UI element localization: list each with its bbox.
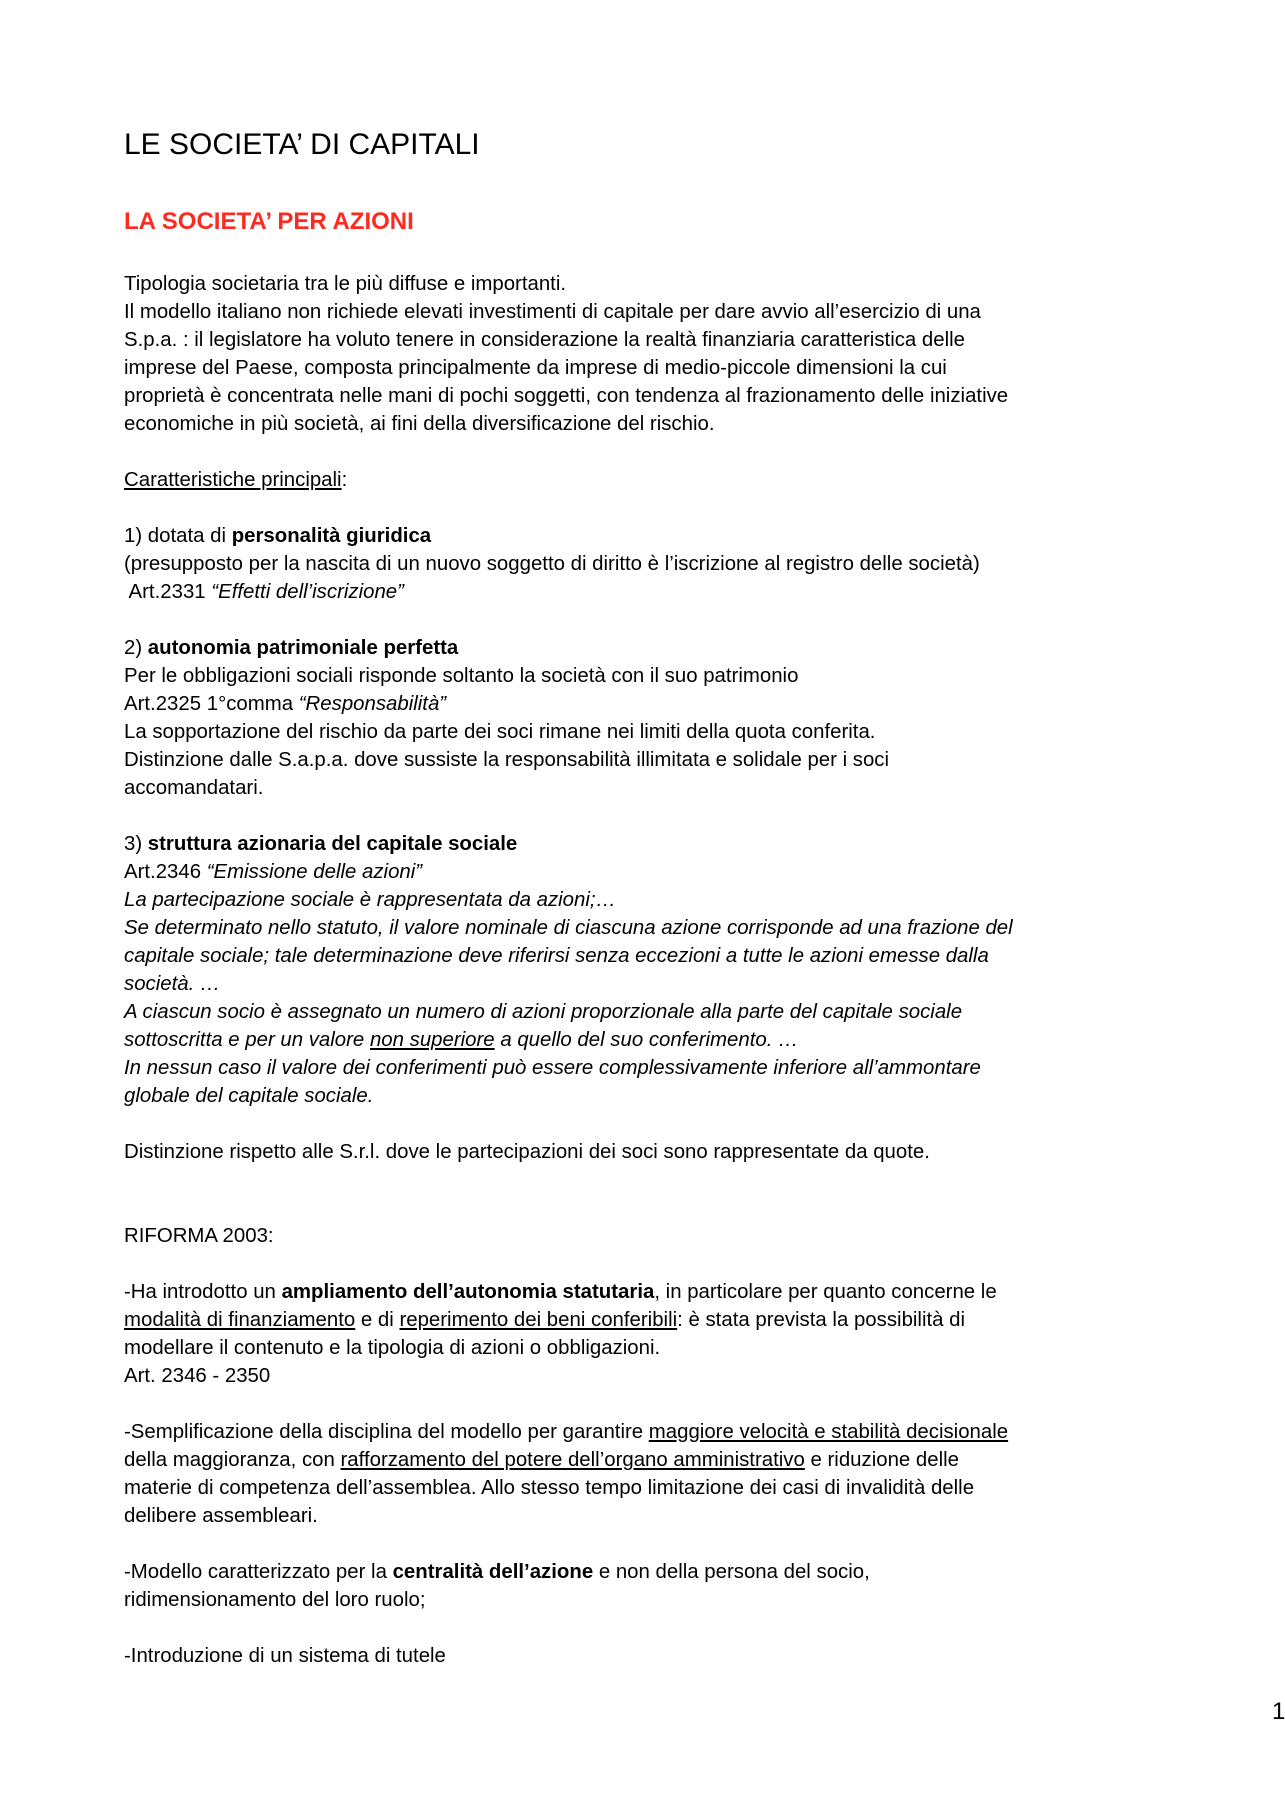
quote-line: capitale sociale; tale determinazione deve riferirsi senza eccezioni a tutte le azioni emesse dalla [124,945,989,967]
quote-text: sottoscritta e per un valore [124,1029,370,1051]
characteristic-1-heading [124,522,1184,550]
characteristic-3-prefix: 3) [124,833,148,855]
characteristics-heading [124,466,1184,494]
reform-point-1 [124,1278,1184,1390]
quote-line [124,1026,1184,1054]
article-ref: Art.2325 1°comma [124,693,299,715]
reform-text: -Semplificazione della disciplina del modello per garantire [124,1421,649,1443]
characteristic-1-article [124,578,1184,606]
quote-line: Se determinato nello statuto, il valore nominale di ciascuna azione corrisponde ad una frazione del [124,917,1013,939]
reform-bold: ampliamento dell’autonomia statutaria [281,1281,655,1303]
reform-point-3 [124,1558,1184,1614]
reform-text: -Ha introdotto un [124,1281,282,1303]
quote-underlined: non superiore [369,1029,495,1051]
characteristic-1-bold: personalità giuridica [231,525,432,547]
characteristic-1-line: (presupposto per la nascita di un nuovo soggetto di diritto è l’iscrizione al registro delle società) [124,553,980,575]
intro-line: S.p.a. : il legislatore ha voluto tenere in considerazione la realtà finanziaria caratteristica delle [124,329,966,351]
characteristic-2-prefix: 2) [124,637,148,659]
intro-paragraph [124,270,1184,438]
reform-line: delibere assembleari. [124,1505,318,1527]
article-title: “Responsabilità” [298,693,447,715]
characteristic-3-article [124,858,1184,886]
reform-text: della maggioranza, con [124,1449,341,1471]
quote-text: a quello del suo conferimento. … [494,1029,799,1051]
reform-line [124,1306,1184,1334]
characteristic-2-heading [124,634,1184,662]
reform-text: e non della persona del socio, [593,1561,870,1583]
reform-text: : è stata prevista la possibilità di [677,1309,966,1331]
reform-text: e riduzione delle [804,1449,960,1471]
document-title: LE SOCIETA’ DI CAPITALI [124,128,480,161]
characteristic-2-line: accomandatari. [124,777,264,799]
reform-underlined: reperimento dei beni conferibili [399,1309,678,1331]
reform-line [124,1418,1184,1446]
distinction-line: Distinzione rispetto alle S.r.l. dove le partecipazioni dei soci sono rappresentate da quote. [124,1141,930,1163]
page-number: 1 [1272,1698,1285,1725]
reform-bold: centralità dell’azione [392,1561,594,1583]
characteristic-2 [124,634,1184,802]
characteristics-colon: : [341,469,348,491]
reform-line [124,1446,1184,1474]
characteristic-2-article [124,690,1184,718]
quote-line: A ciascun socio è assegnato un numero di azioni proporzionale alla parte del capitale sociale [124,1001,963,1023]
characteristic-1-prefix: 1) dotata di [124,525,232,547]
characteristic-2-line: Per le obbligazioni sociali risponde soltanto la società con il suo patrimonio [124,665,799,687]
intro-line: proprietà è concentrata nelle mani di pochi soggetti, con tendenza al frazionamento delle iniziative [124,385,1009,407]
reform-point-2 [124,1418,1184,1530]
reform-point-4: -Introduzione di un sistema di tutele [124,1645,446,1667]
reform-text: e di [355,1309,400,1331]
reform-line: modellare il contenuto e la tipologia di azioni o obbligazioni. [124,1337,661,1359]
reform-section [124,1222,1184,1670]
reform-heading: RIFORMA 2003: [124,1225,274,1247]
quote-line: La partecipazione sociale è rappresentata da azioni;… [124,889,616,911]
characteristic-3 [124,830,1184,1166]
reform-underlined: maggiore velocità e stabilità decisionale [648,1421,1009,1443]
reform-underlined: modalità di finanziamento [124,1309,356,1331]
reform-line: materie di competenza dell’assemblea. Allo stesso tempo limitazione dei casi di invalidità delle [124,1477,975,1499]
intro-line: Il modello italiano non richiede elevati investimenti di capitale per dare avvio all’esercizio di una [124,301,981,323]
characteristic-3-heading [124,830,1184,858]
reform-line: ridimensionamento del loro ruolo; [124,1589,426,1611]
section-title: LA SOCIETA’ PER AZIONI [124,208,414,235]
characteristic-2-line: Distinzione dalle S.a.p.a. dove sussiste la responsabilità illimitata e solidale per i soci [124,749,890,771]
characteristic-1 [124,522,1184,606]
intro-line: imprese del Paese, composta principalmente da imprese di medio-piccole dimensioni la cui [124,357,947,379]
quote-line: società. … [124,973,221,995]
article-ref: Art.2331 [124,581,212,603]
article-ref: Art.2346 [124,861,207,883]
characteristic-3-bold: struttura azionaria del capitale sociale [147,833,518,855]
characteristics-label: Caratteristiche principali [124,469,342,491]
quote-line: globale del capitale sociale. [124,1085,374,1107]
intro-line: economiche in più società, ai fini della diversificazione del rischio. [124,413,715,435]
article-title: “Effetti dell’iscrizione” [211,581,404,603]
article-quote [124,886,1184,1110]
reform-text: , in particolare per quanto concerne le [654,1281,997,1303]
reform-line [124,1278,1184,1306]
characteristic-2-bold: autonomia patrimoniale perfetta [147,637,459,659]
document-body [124,270,1184,1670]
quote-line: In nessun caso il valore dei conferimenti può essere complessivamente inferiore all’ammontare [124,1057,981,1079]
article-title: “Emissione delle azioni” [206,861,423,883]
characteristic-2-line: La sopportazione del rischio da parte dei soci rimane nei limiti della quota conferita. [124,721,876,743]
reform-underlined: rafforzamento del potere dell’organo amministrativo [340,1449,805,1471]
reform-line: Art. 2346 - 2350 [124,1365,271,1387]
intro-line: Tipologia societaria tra le più diffuse e importanti. [124,273,567,295]
reform-line [124,1558,1184,1586]
reform-text: -Modello caratterizzato per la [124,1561,393,1583]
